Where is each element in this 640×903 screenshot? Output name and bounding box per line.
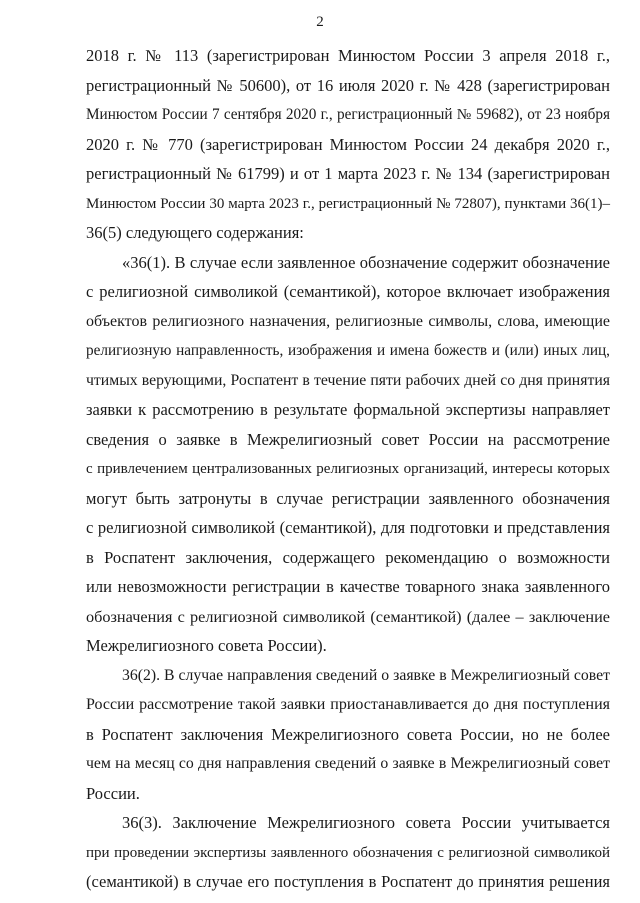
- text-line: заявки к рассмотрению в результате формальной экспертизы направляет: [86, 400, 610, 419]
- text-line: (семантикой) в случае его поступления в Роспатент до принятия решения: [86, 872, 610, 891]
- text-line: чем на месяц со дня направления сведений о заявке в Межрелигиозный совет: [86, 755, 610, 772]
- text-line: России.: [86, 784, 140, 803]
- text-line: с религиозной символикой (семантикой), которое включает изображения: [86, 282, 610, 301]
- text-line: обозначения с религиозной символикой (семантикой) (далее – заключение: [86, 608, 610, 626]
- text-line: сведения о заявке в Межрелигиозный совет России на рассмотрение: [86, 430, 610, 449]
- text-line: 2018 г. № 113 (зарегистрирован Минюстом России 3 апреля 2018 г.,: [86, 46, 610, 65]
- text-line: регистрационный № 61799) и от 1 марта 2023 г. № 134 (зарегистрирован: [86, 164, 610, 183]
- page-number: 2: [316, 14, 324, 30]
- text-line: с привлечением централизованных религиозных организаций, интересы которых: [86, 461, 610, 477]
- text-line: религиозную направленность, изображения и имена божеств и (или) иных лиц,: [86, 342, 610, 359]
- text-line: 2020 г. № 770 (зарегистрирован Минюстом России 24 декабря 2020 г.,: [86, 135, 610, 154]
- text-line: 36(3). Заключение Межрелигиозного совета России учитывается: [122, 813, 610, 832]
- text-line: «36(1). В случае если заявленное обозначение содержит обозначение: [122, 253, 610, 272]
- text-line: Минюстом России 30 марта 2023 г., регистрационный № 72807), пунктами 36(1)–: [86, 196, 610, 212]
- text-line: могут быть затронуты в случае регистрации заявленного обозначения: [86, 489, 610, 508]
- text-line: России рассмотрение такой заявки приостанавливается до дня поступления: [86, 696, 610, 713]
- text-line: при проведении экспертизы заявленного обозначения с религиозной символикой: [86, 845, 610, 861]
- text-line: 36(2). В случае направления сведений о заявке в Межрелигиозный совет: [122, 667, 610, 684]
- text-line: Межрелигиозного совета России).: [86, 636, 327, 655]
- text-line: объектов религиозного назначения, религиозные символы, слова, имеющие: [86, 313, 610, 330]
- text-line: в Роспатент заключения, содержащего рекомендацию о возможности: [86, 548, 610, 567]
- text-line: Минюстом России 7 сентября 2020 г., регистрационный № 59682), от 23 ноября: [86, 106, 610, 123]
- text-line: регистрационный № 50600), от 16 июля 2020 г. № 428 (зарегистрирован: [86, 76, 610, 95]
- text-line: 36(5) следующего содержания:: [86, 223, 304, 242]
- text-line: в Роспатент заключения Межрелигиозного совета России, но не более: [86, 725, 610, 744]
- text-line: или невозможности регистрации в качестве товарного знака заявленного: [86, 577, 610, 596]
- text-line: чтимых верующими, Роспатент в течение пяти рабочих дней со дня принятия: [86, 372, 610, 389]
- text-line: с религиозной символикой (семантикой), для подготовки и представления: [86, 518, 610, 537]
